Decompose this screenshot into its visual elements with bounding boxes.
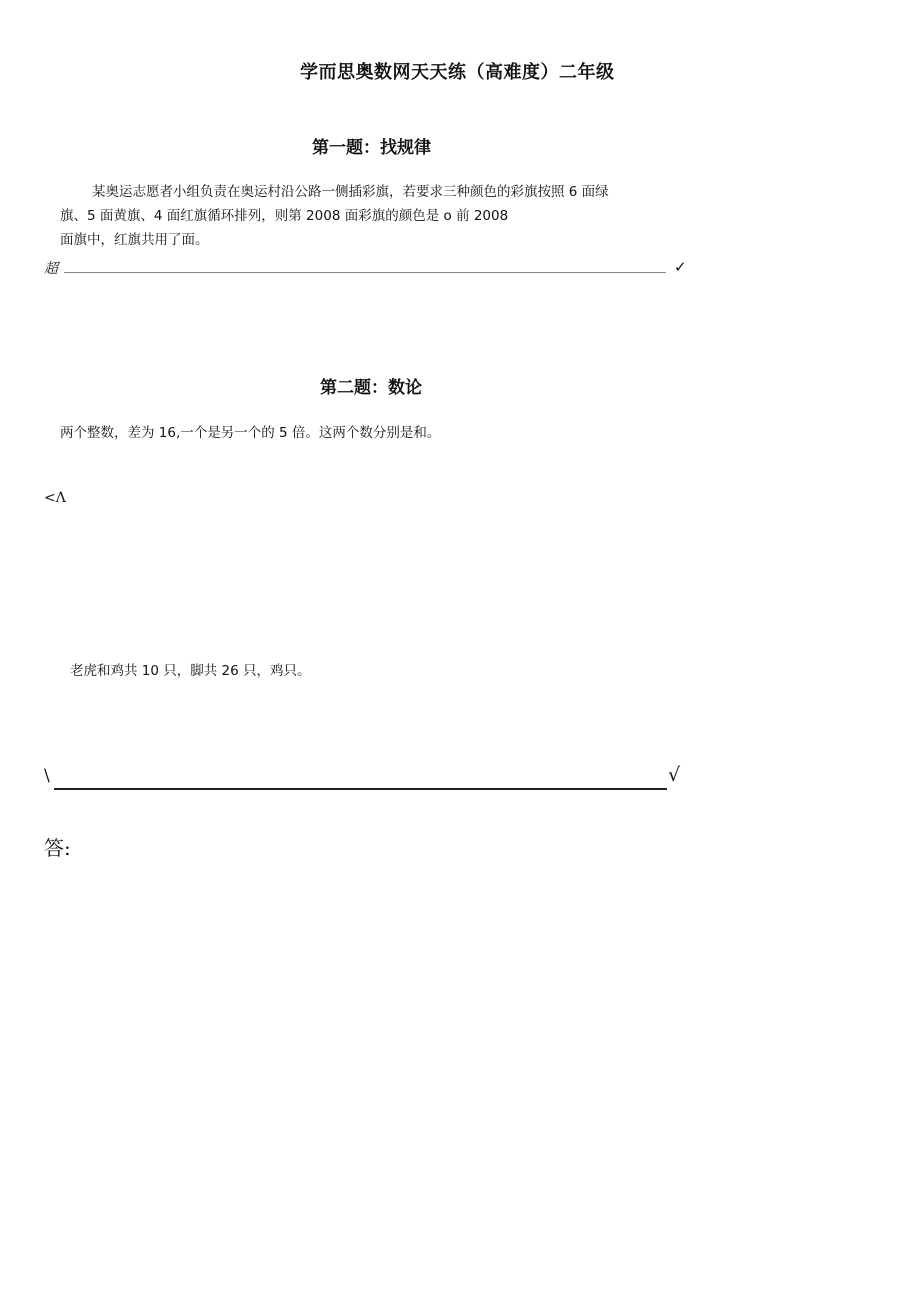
question2-text: 两个整数，差为 16,一个是另一个的 5 倍。这两个数分别是和。 [60,425,441,441]
question1-text [60,180,700,252]
question3-text: 老虎和鸡共 10 只，脚共 26 只，鸡只。 [70,663,311,679]
question1-line3: 面旗中，红旗共用了面。 [60,232,209,248]
document-title: 学而思奥数网天天练（高难度）二年级 [300,62,615,83]
question2-heading: 第二题：数论 [320,378,422,398]
question3-check-icon: √ [668,764,681,786]
question2-left-mark: <Λ [44,490,66,506]
question1-left-mark: 超 [44,261,58,277]
answer-label: 答: [44,836,71,860]
question1-line1: 某奥运志愿者小组负责在奥运村沿公路一侧插彩旗，若要求三种颜色的彩旗按照 6 面绿 [92,184,609,200]
question3-left-mark: \ [44,766,50,786]
question1-answer-line [64,272,666,273]
question1-heading: 第一题：找规律 [312,138,431,158]
question1-check-icon: ✓ [674,258,687,276]
question3-answer-line [54,788,667,790]
question1-line2: 旗、5 面黄旗、4 面红旗循环排列，则第 2008 面彩旗的颜色是 o 前 2008 [60,208,509,224]
